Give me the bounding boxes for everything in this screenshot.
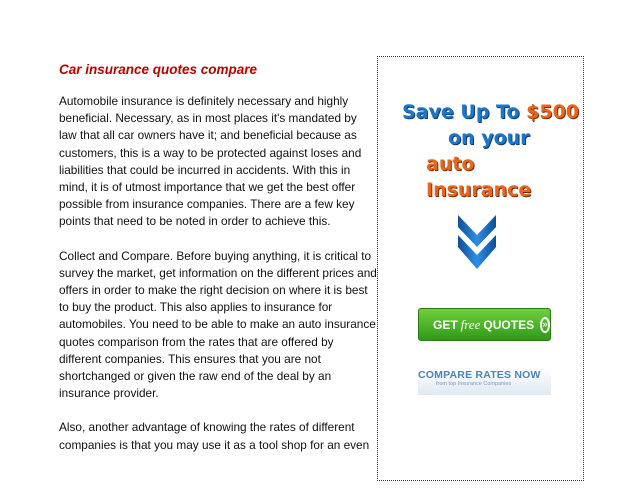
compare-subtitle: from top Insurance Companies xyxy=(436,381,512,387)
double-chevron-right-icon: » xyxy=(540,317,550,333)
document-title: Car insurance quotes compare xyxy=(59,62,258,77)
compare-title: COMPARE RATES NOW xyxy=(418,369,541,381)
get-free-quotes-button[interactable] xyxy=(418,308,551,341)
paragraph-2: Collect and Compare. Before buying anything, it is critical to survey the market, get information on the different prices and offers in order to make the right decision on where it is best to buy the product. This also applies to insurance for automobiles. You need to be able to make an auto insurance quotes comparison from the rates that are offered by different companies. This ensures that you are not shortchanged or given the raw end of the deal by an insurance provider. xyxy=(59,248,377,401)
quotes-free: free xyxy=(460,316,481,332)
paragraph-1: Automobile insurance is definitely necessary and highly beneficial. Necessary, as in most places it's mandated by law that all car owners have it; and beneficial because as customers, this is a way to be protected against loses and liabilities that could be incurred in accidents. With this in mind, it is of utmost importance that we get the best offer possible from insurance companies. There are a few key points that need to be noted in order to achieve this. xyxy=(59,94,362,229)
ad-banner[interactable] xyxy=(377,56,584,481)
paragraph-3: Also, another advantage of knowing the rates of different companies is that you may use it as a tool shop for an even xyxy=(59,420,370,452)
quotes-suffix: QUOTES xyxy=(483,317,535,332)
ad-headline-line2: on your xyxy=(448,127,530,149)
ad-headline xyxy=(402,99,583,203)
body-text xyxy=(59,93,377,471)
ad-amount: $500 xyxy=(526,101,580,123)
ad-headline-save: Save Up To xyxy=(402,101,527,123)
quotes-prefix: GET xyxy=(433,317,458,332)
down-arrow-icon xyxy=(456,211,498,273)
compare-rates-link[interactable] xyxy=(418,369,551,395)
ad-headline-line3: auto Insurance xyxy=(426,153,532,201)
